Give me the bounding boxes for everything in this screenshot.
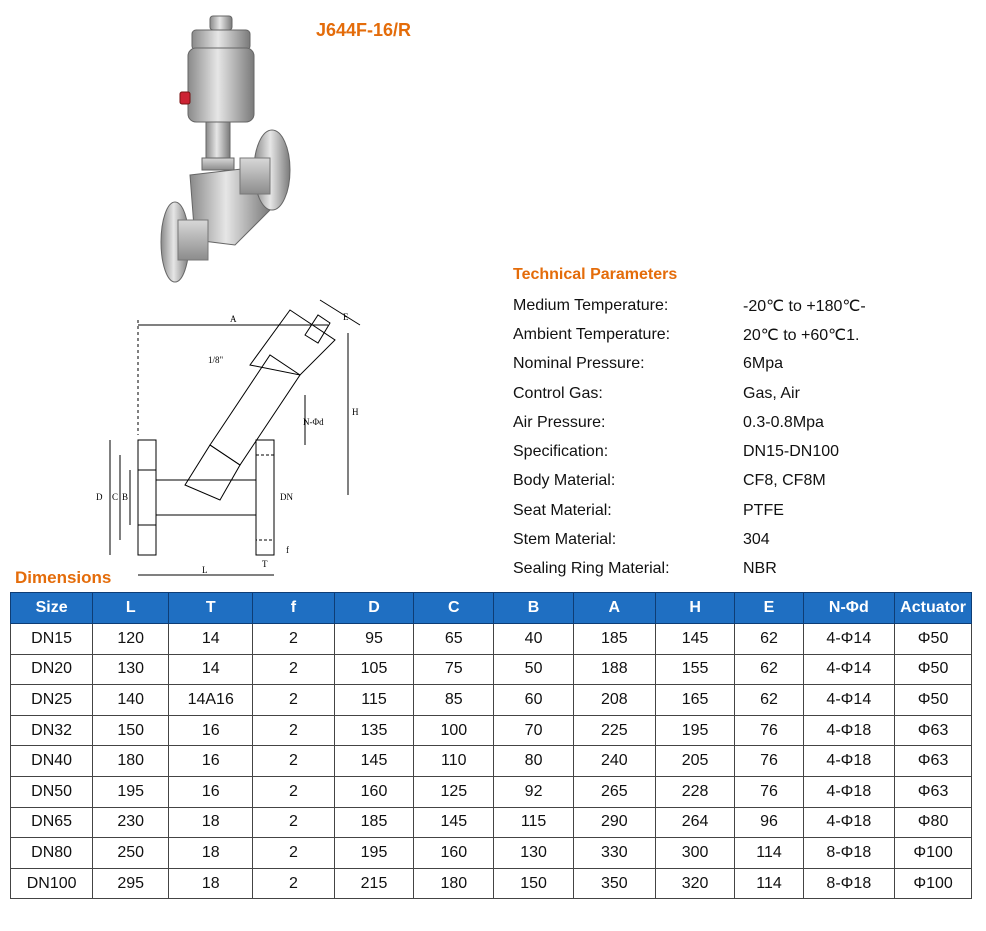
table-cell: 85 (414, 685, 494, 716)
drawing-label-h: H (352, 407, 359, 417)
param-row (513, 320, 866, 349)
table-cell: DN25 (11, 685, 93, 716)
table-cell: 300 (655, 838, 735, 869)
table-cell: 120 (93, 624, 169, 655)
table-cell: 80 (494, 746, 574, 777)
table-cell: 180 (93, 746, 169, 777)
drawing-label-a: A (230, 314, 237, 324)
table-cell: 185 (334, 807, 414, 838)
param-label: Sealing Ring Material: (513, 560, 670, 578)
column-header: N-Φd (803, 593, 895, 624)
technical-parameters-list (513, 291, 866, 584)
dimensions-title: Dimensions (15, 568, 112, 587)
column-header: H (655, 593, 735, 624)
table-header-row (11, 593, 972, 624)
table-cell: 145 (655, 624, 735, 655)
param-label: Ambient Temperature: (513, 325, 671, 343)
param-value: NBR (743, 560, 777, 578)
table-cell: 95 (334, 624, 414, 655)
column-header: f (253, 593, 334, 624)
table-cell: 4-Φ14 (803, 654, 895, 685)
table-cell: 2 (253, 685, 334, 716)
drawing-label-nd: N-Φd (303, 417, 324, 427)
table-cell: 40 (494, 624, 574, 655)
table-cell: 188 (573, 654, 655, 685)
table-cell: Φ100 (895, 868, 972, 899)
product-model-title: J644F-16/R (316, 20, 412, 40)
table-cell: 4-Φ18 (803, 715, 895, 746)
drawing-label-e: E (343, 312, 349, 322)
column-header: Actuator (895, 593, 972, 624)
table-cell: 4-Φ14 (803, 685, 895, 716)
param-value: Gas, Air (743, 384, 800, 402)
table-cell: 2 (253, 776, 334, 807)
table-cell: 4-Φ18 (803, 776, 895, 807)
drawing-label-b: B (122, 492, 129, 502)
param-row (513, 379, 866, 408)
table-row (11, 776, 972, 807)
table-cell: 140 (93, 685, 169, 716)
table-cell: Φ50 (895, 685, 972, 716)
table-cell: 16 (169, 776, 253, 807)
table-row (11, 868, 972, 899)
table-cell: 2 (253, 868, 334, 899)
table-cell: DN20 (11, 654, 93, 685)
drawing-label-t: T (262, 559, 268, 569)
table-row (11, 746, 972, 777)
table-cell: 14 (169, 624, 253, 655)
param-value: CF8, CF8M (743, 472, 826, 490)
table-cell: 180 (414, 868, 494, 899)
column-header: B (494, 593, 574, 624)
technical-parameters-title: Technical Parameters (513, 266, 678, 283)
table-cell: DN80 (11, 838, 93, 869)
table-cell: 185 (573, 624, 655, 655)
table-cell: 16 (169, 746, 253, 777)
table-cell: Φ50 (895, 624, 972, 655)
table-cell: DN32 (11, 715, 93, 746)
table-row (11, 715, 972, 746)
table-cell: 130 (494, 838, 574, 869)
table-cell: 14 (169, 654, 253, 685)
table-cell: 145 (414, 807, 494, 838)
valve-photo (140, 10, 330, 300)
table-cell: DN15 (11, 624, 93, 655)
param-row (513, 437, 866, 466)
column-header: C (414, 593, 494, 624)
table-row (11, 807, 972, 838)
table-cell: Φ63 (895, 776, 972, 807)
param-value: 20℃ to +60℃1. (743, 326, 860, 344)
param-value: 304 (743, 531, 770, 549)
table-cell: 150 (93, 715, 169, 746)
table-cell: 135 (334, 715, 414, 746)
param-label: Nominal Pressure: (513, 355, 645, 373)
table-cell: 2 (253, 654, 334, 685)
param-row (513, 350, 866, 379)
param-row (513, 496, 866, 525)
table-cell: 2 (253, 624, 334, 655)
drawing-label-f: f (286, 545, 289, 555)
table-cell: 2 (253, 746, 334, 777)
table-cell: 8-Φ18 (803, 868, 895, 899)
table-cell: 195 (655, 715, 735, 746)
table-cell: 295 (93, 868, 169, 899)
drawing-label-l: L (202, 565, 208, 575)
table-cell: 2 (253, 715, 334, 746)
table-cell: Φ63 (895, 715, 972, 746)
param-value: -20℃ to +180℃- (743, 297, 866, 315)
param-row (513, 408, 866, 437)
table-cell: 62 (735, 685, 803, 716)
table-cell: 18 (169, 838, 253, 869)
table-cell: 4-Φ14 (803, 624, 895, 655)
drawing-label-c: C (112, 492, 119, 502)
table-cell: 320 (655, 868, 735, 899)
table-cell: 4-Φ18 (803, 746, 895, 777)
table-cell: 115 (334, 685, 414, 716)
table-cell: 215 (334, 868, 414, 899)
table-cell: 96 (735, 807, 803, 838)
column-header: T (169, 593, 253, 624)
table-cell: 150 (494, 868, 574, 899)
table-row (11, 654, 972, 685)
table-cell: 105 (334, 654, 414, 685)
table-cell: 110 (414, 746, 494, 777)
table-cell: 230 (93, 807, 169, 838)
column-header: A (573, 593, 655, 624)
table-cell: Φ80 (895, 807, 972, 838)
table-cell: 264 (655, 807, 735, 838)
param-row (513, 555, 866, 584)
table-cell: 195 (334, 838, 414, 869)
table-cell: 2 (253, 838, 334, 869)
param-label: Air Pressure: (513, 413, 606, 431)
table-cell: 92 (494, 776, 574, 807)
param-label: Stem Material: (513, 531, 617, 549)
table-cell: 160 (414, 838, 494, 869)
table-cell: 2 (253, 807, 334, 838)
param-row (513, 467, 866, 496)
table-row (11, 624, 972, 655)
table-cell: 100 (414, 715, 494, 746)
table-cell: 250 (93, 838, 169, 869)
table-cell: 160 (334, 776, 414, 807)
table-cell: DN40 (11, 746, 93, 777)
table-cell: 330 (573, 838, 655, 869)
drawing-label-dn: DN (280, 492, 293, 502)
table-cell: 125 (414, 776, 494, 807)
table-cell: 76 (735, 715, 803, 746)
table-cell: 115 (494, 807, 574, 838)
param-row (513, 291, 866, 320)
table-cell: 76 (735, 746, 803, 777)
table-cell: 62 (735, 654, 803, 685)
table-cell: DN100 (11, 868, 93, 899)
valve-dimension-drawing (90, 295, 390, 585)
table-cell: 50 (494, 654, 574, 685)
table-cell: 130 (93, 654, 169, 685)
table-cell: 165 (655, 685, 735, 716)
table-cell: 70 (494, 715, 574, 746)
table-cell: 4-Φ18 (803, 807, 895, 838)
table-cell: 114 (735, 868, 803, 899)
param-label: Specification: (513, 443, 609, 461)
table-cell: 225 (573, 715, 655, 746)
table-cell: 228 (655, 776, 735, 807)
table-cell: 205 (655, 746, 735, 777)
table-cell: 60 (494, 685, 574, 716)
table-row (11, 838, 972, 869)
table-cell: 16 (169, 715, 253, 746)
column-header: E (735, 593, 803, 624)
table-cell: 76 (735, 776, 803, 807)
table-cell: 350 (573, 868, 655, 899)
dimensions-table (10, 592, 972, 899)
table-cell: 14A16 (169, 685, 253, 716)
table-cell: 18 (169, 807, 253, 838)
table-cell: 290 (573, 807, 655, 838)
param-label: Seat Material: (513, 501, 612, 519)
param-label: Medium Temperature: (513, 296, 669, 314)
table-cell: 62 (735, 624, 803, 655)
drawing-label-d: D (96, 492, 103, 502)
table-cell: 265 (573, 776, 655, 807)
table-cell: Φ50 (895, 654, 972, 685)
table-cell: Φ63 (895, 746, 972, 777)
param-label: Control Gas: (513, 384, 603, 402)
param-label: Body Material: (513, 472, 616, 490)
param-value: 0.3-0.8Mpa (743, 413, 824, 431)
table-cell: 18 (169, 868, 253, 899)
column-header: Size (11, 593, 93, 624)
table-cell: 75 (414, 654, 494, 685)
table-cell: 208 (573, 685, 655, 716)
table-cell: Φ100 (895, 838, 972, 869)
table-cell: DN50 (11, 776, 93, 807)
column-header: D (334, 593, 414, 624)
table-cell: 65 (414, 624, 494, 655)
table-cell: 155 (655, 654, 735, 685)
table-cell: 8-Φ18 (803, 838, 895, 869)
param-row (513, 525, 866, 554)
param-value: 6Mpa (743, 355, 784, 373)
param-value: PTFE (743, 501, 784, 519)
table-row (11, 685, 972, 716)
table-cell: 240 (573, 746, 655, 777)
column-header: L (93, 593, 169, 624)
table-cell: 114 (735, 838, 803, 869)
table-cell: 195 (93, 776, 169, 807)
table-cell: 145 (334, 746, 414, 777)
table-cell: DN65 (11, 807, 93, 838)
param-value: DN15-DN100 (743, 443, 840, 461)
drawing-label-thread: 1/8" (208, 355, 224, 365)
